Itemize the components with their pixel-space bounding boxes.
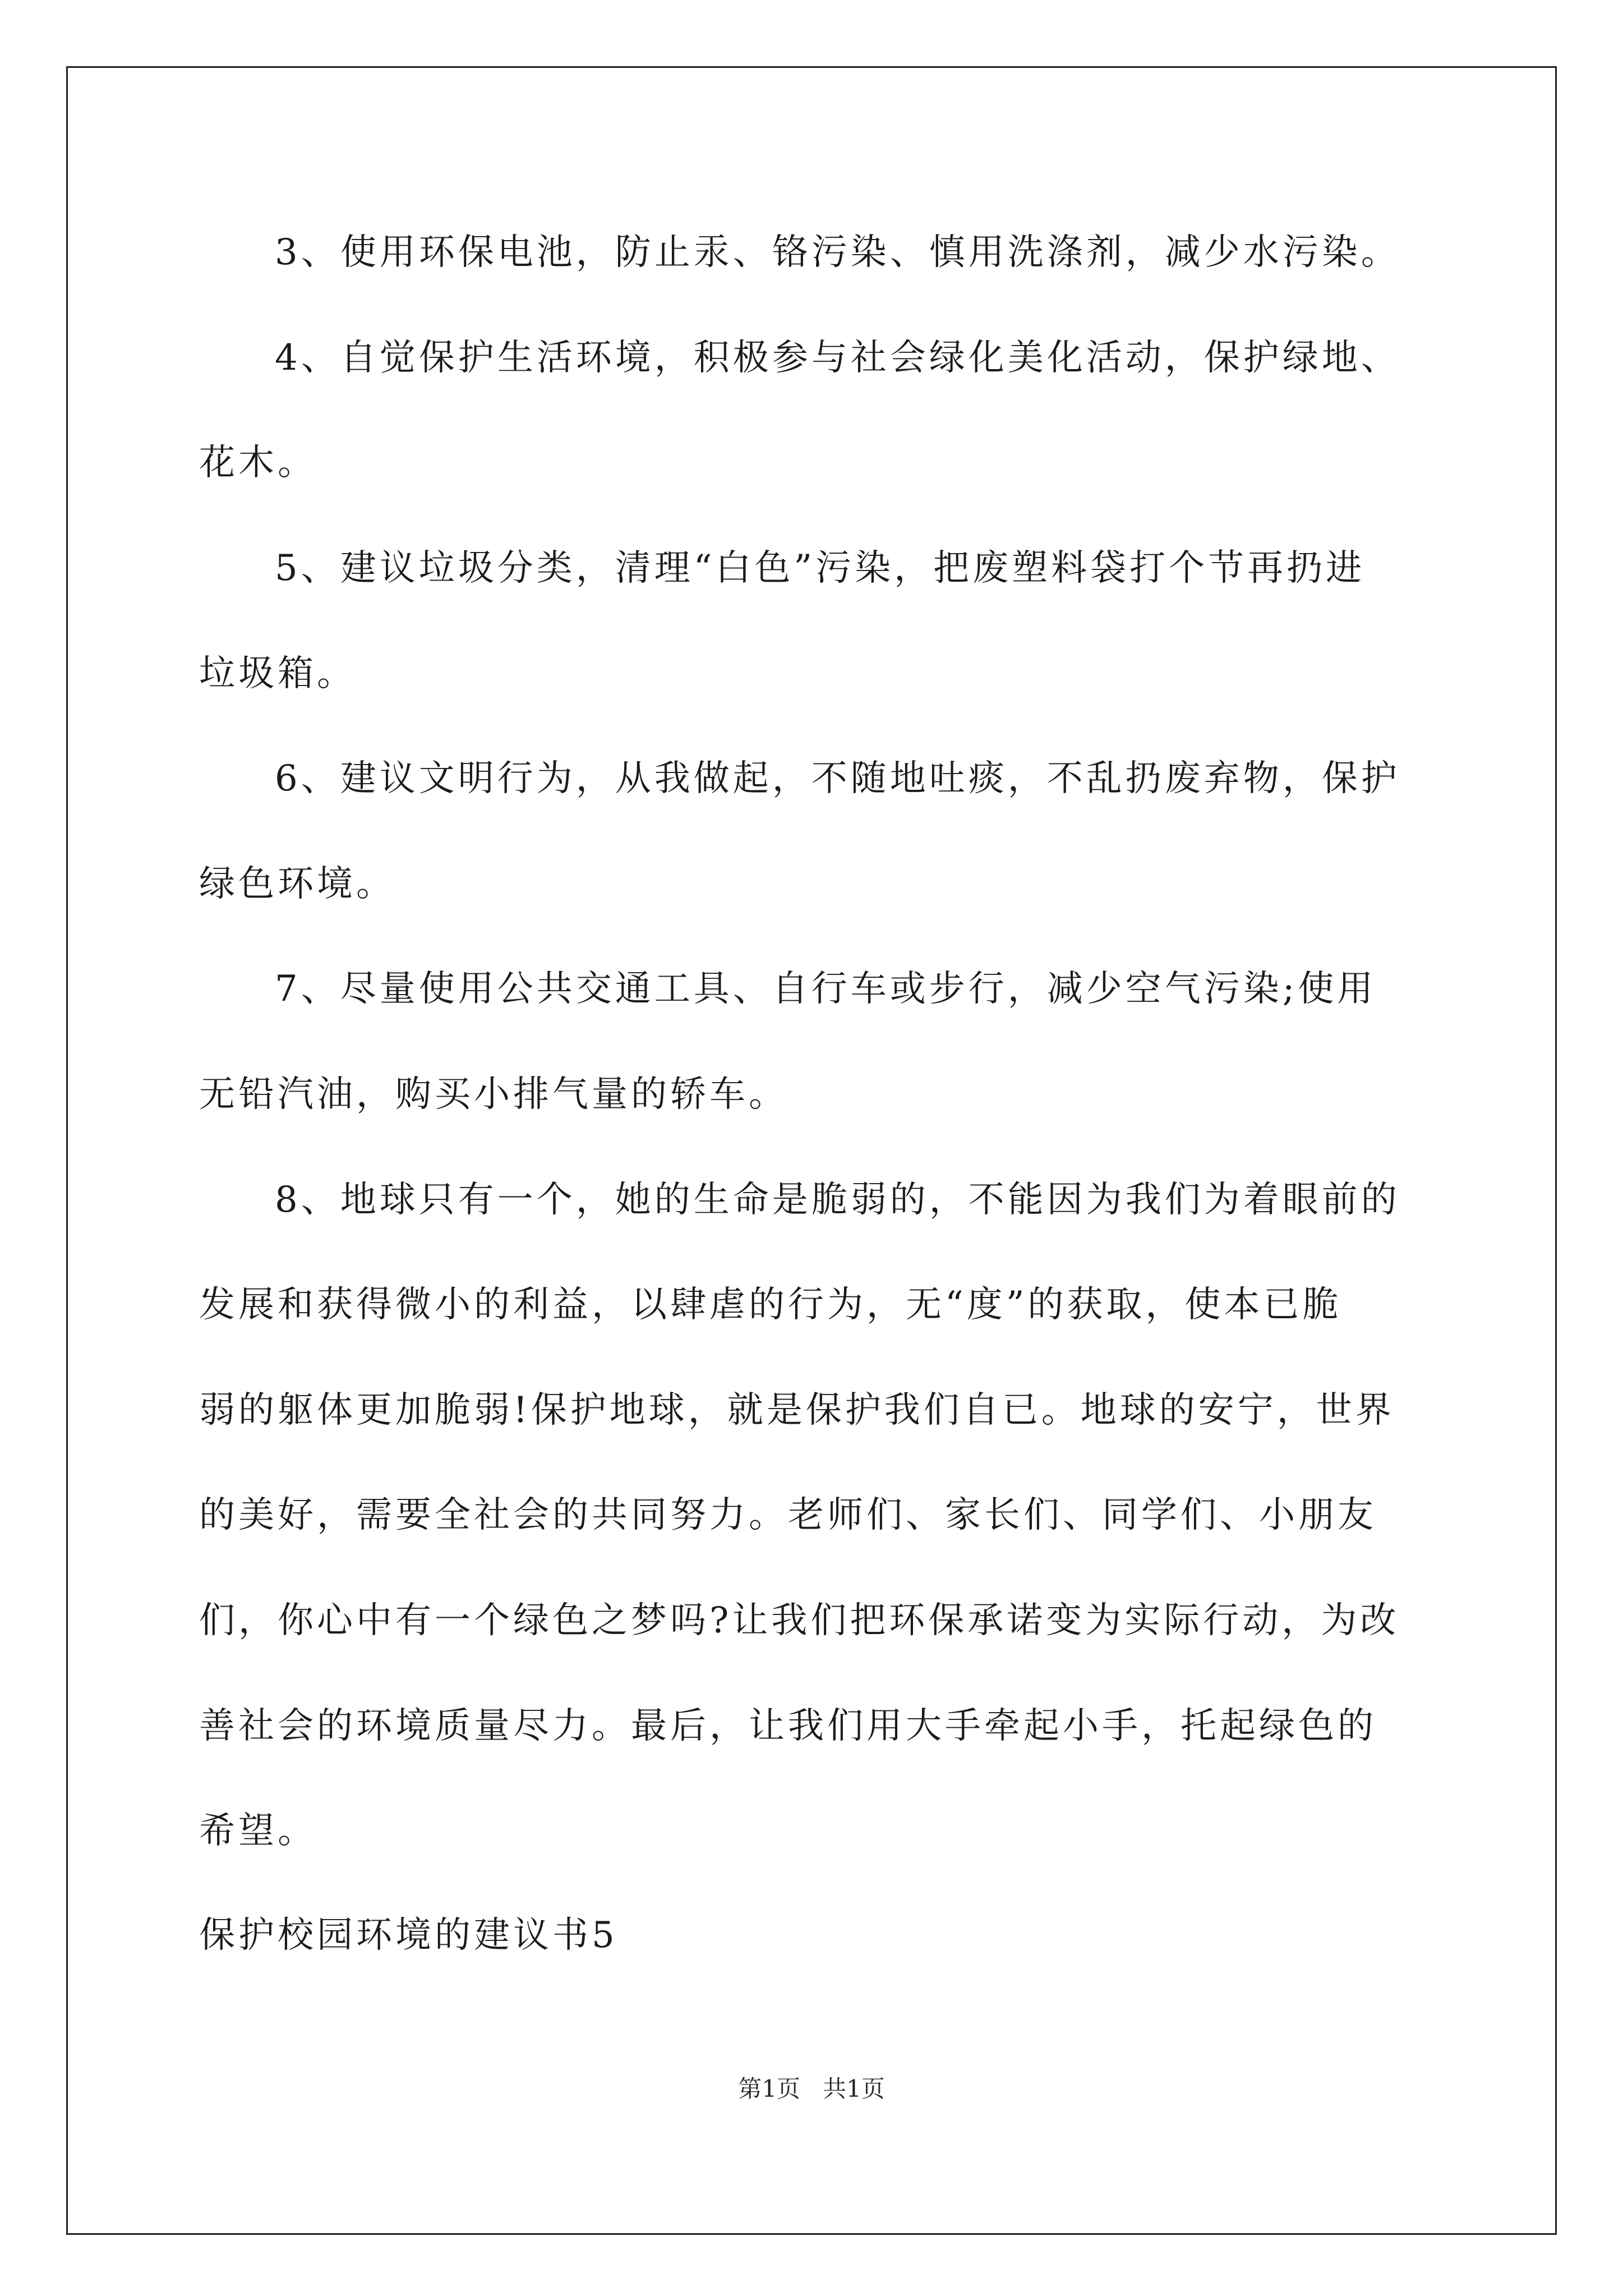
paragraph-8-line-7: 希望。 [199,1810,317,1852]
paragraph-6-line-1: 6、建议文明行为，从我做起，不随地吐痰，不乱扔废弃物，保护 [275,758,1400,799]
page-footer: 第1页 共1页 [738,2075,885,2102]
paragraph-3-line-1: 3、使用环保电池，防止汞、铬污染、慎用洗涤剂，减少水污染。 [275,232,1400,273]
paragraph-5-line-2: 垃圾箱。 [199,653,356,694]
paragraph-7-line-2: 无铅汽油，购买小排气量的轿车。 [199,1074,788,1115]
paragraph-8-line-4: 的美好，需要全社会的共同努力。老师们、家长们、同学们、小朋友 [199,1494,1377,1536]
page-border [66,66,1557,2235]
paragraph-8-line-3: 弱的躯体更加脆弱!保护地球，就是保护我们自已。地球的安宁，世界 [199,1389,1395,1431]
paragraph-4-line-1: 4、自觉保护生活环境，积极参与社会绿化美化活动，保护绿地、 [275,337,1400,379]
paragraph-8-line-2: 发展和获得微小的利益，以肆虐的行为，无“度”的获取，使本已脆 [199,1284,1342,1326]
paragraph-8-line-1: 8、地球只有一个，她的生命是脆弱的，不能因为我们为着眼前的 [275,1179,1400,1221]
paragraph-7-line-1: 7、尽量使用公共交通工具、自行车或步行，减少空气污染;使用 [275,968,1377,1010]
paragraph-6-line-2: 绿色环境。 [199,863,395,905]
paragraph-4-line-2: 花木。 [199,442,317,484]
section-heading: 保护校园环境的建议书5 [199,1915,618,1956]
paragraph-8-line-6: 善社会的环境质量尽力。最后，让我们用大手牵起小手，托起绿色的 [199,1705,1377,1747]
paragraph-8-line-5: 们，你心中有一个绿色之梦吗?让我们把环保承诺变为实际行动，为改 [199,1600,1400,1641]
paragraph-5-line-1: 5、建议垃圾分类，清理“白色”污染，把废塑料袋打个节再扔进 [275,547,1366,589]
